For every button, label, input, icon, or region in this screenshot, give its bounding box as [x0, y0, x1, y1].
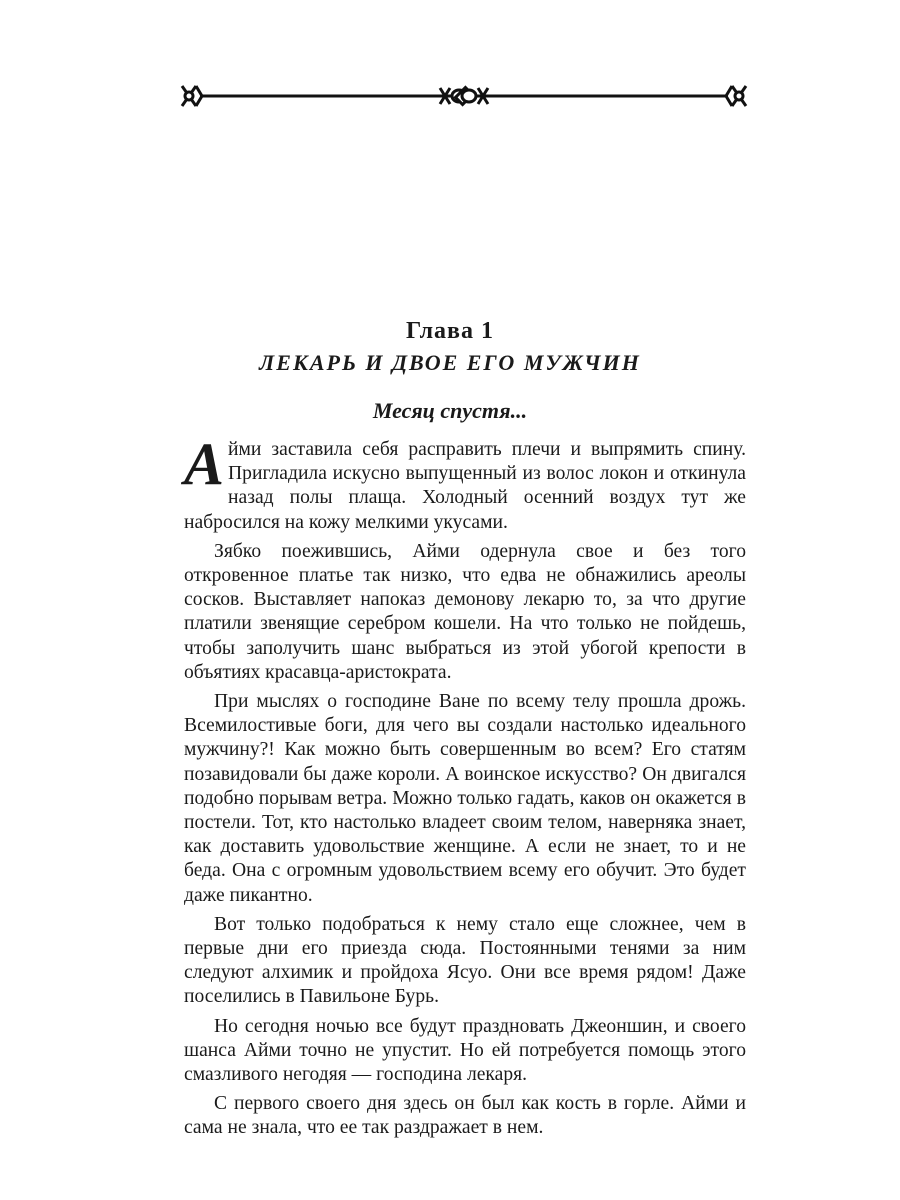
- paragraph-text: йми заставила себя расправить плечи и выпрямить спину. Пригладила искусно выпущенный из волос локон и откинула назад полы плаща. Холодный осенний воздух тут же набросился на кожу мелкими укусами.: [184, 439, 746, 533]
- chapter-number: Глава 1: [406, 318, 494, 344]
- drop-cap: А: [184, 431, 225, 497]
- decorative-divider-ornament: [178, 78, 750, 114]
- paragraph: При мыслях о господине Ване по всему телу прошла дрожь. Всемилостивые боги, для чего вы создали настолько идеального мужчину?! Как можно быть совершенным во всем? Его статям позавидовали бы даже короли. А воинское искусство? Он двигался подобно порывам ветра. Можно только гадать, каков он окажется в постели. Тот, кто настолько владеет своим телом, наверняка знает, как доставить удовольствие женщине. А если не знает, то и не беда. Она с огромным удовольствием всему его обучит. Это будет даже пикантно.: [184, 691, 746, 906]
- paragraph: [184, 431, 746, 535]
- chapter-title: ЛЕКАРЬ И ДВОЕ ЕГО МУЖЧИН: [259, 350, 641, 375]
- right-knot-icon: [726, 86, 746, 106]
- left-knot-icon: [182, 86, 202, 106]
- paragraph: С первого своего дня здесь он был как кость в горле. Айми и сама не знала, что ее так раздражает в нем.: [184, 1093, 746, 1139]
- paragraph: Но сегодня ночью все будут праздновать Джеоншин, и своего шанса Айми точно не упустит. Но ей потребуется помощь этого смазливого негодяя — господина лекаря.: [184, 1015, 746, 1086]
- body-text: [184, 431, 746, 1146]
- paragraph: Вот только подобраться к нему стало еще сложнее, чем в первые дни его приезда сюда. Постоянными тенями за ним следуют алхимик и пройдоха Ясуо. Они все время рядом! Даже поселились в Павильоне Бурь.: [184, 913, 746, 1008]
- paragraph: Зябко поежившись, Айми одернула свое и без того откровенное платье так низко, что едва не обнажились ареолы сосков. Выставляет напоказ демонову лекарю то, за что другие платили звенящие серебром кошели. На что только не пойдешь, чтобы заполучить шанс выбраться из этой убогой крепости в объятиях красавца-аристократа.: [184, 540, 746, 683]
- chapter-subheading: Месяц спустя...: [372, 398, 528, 423]
